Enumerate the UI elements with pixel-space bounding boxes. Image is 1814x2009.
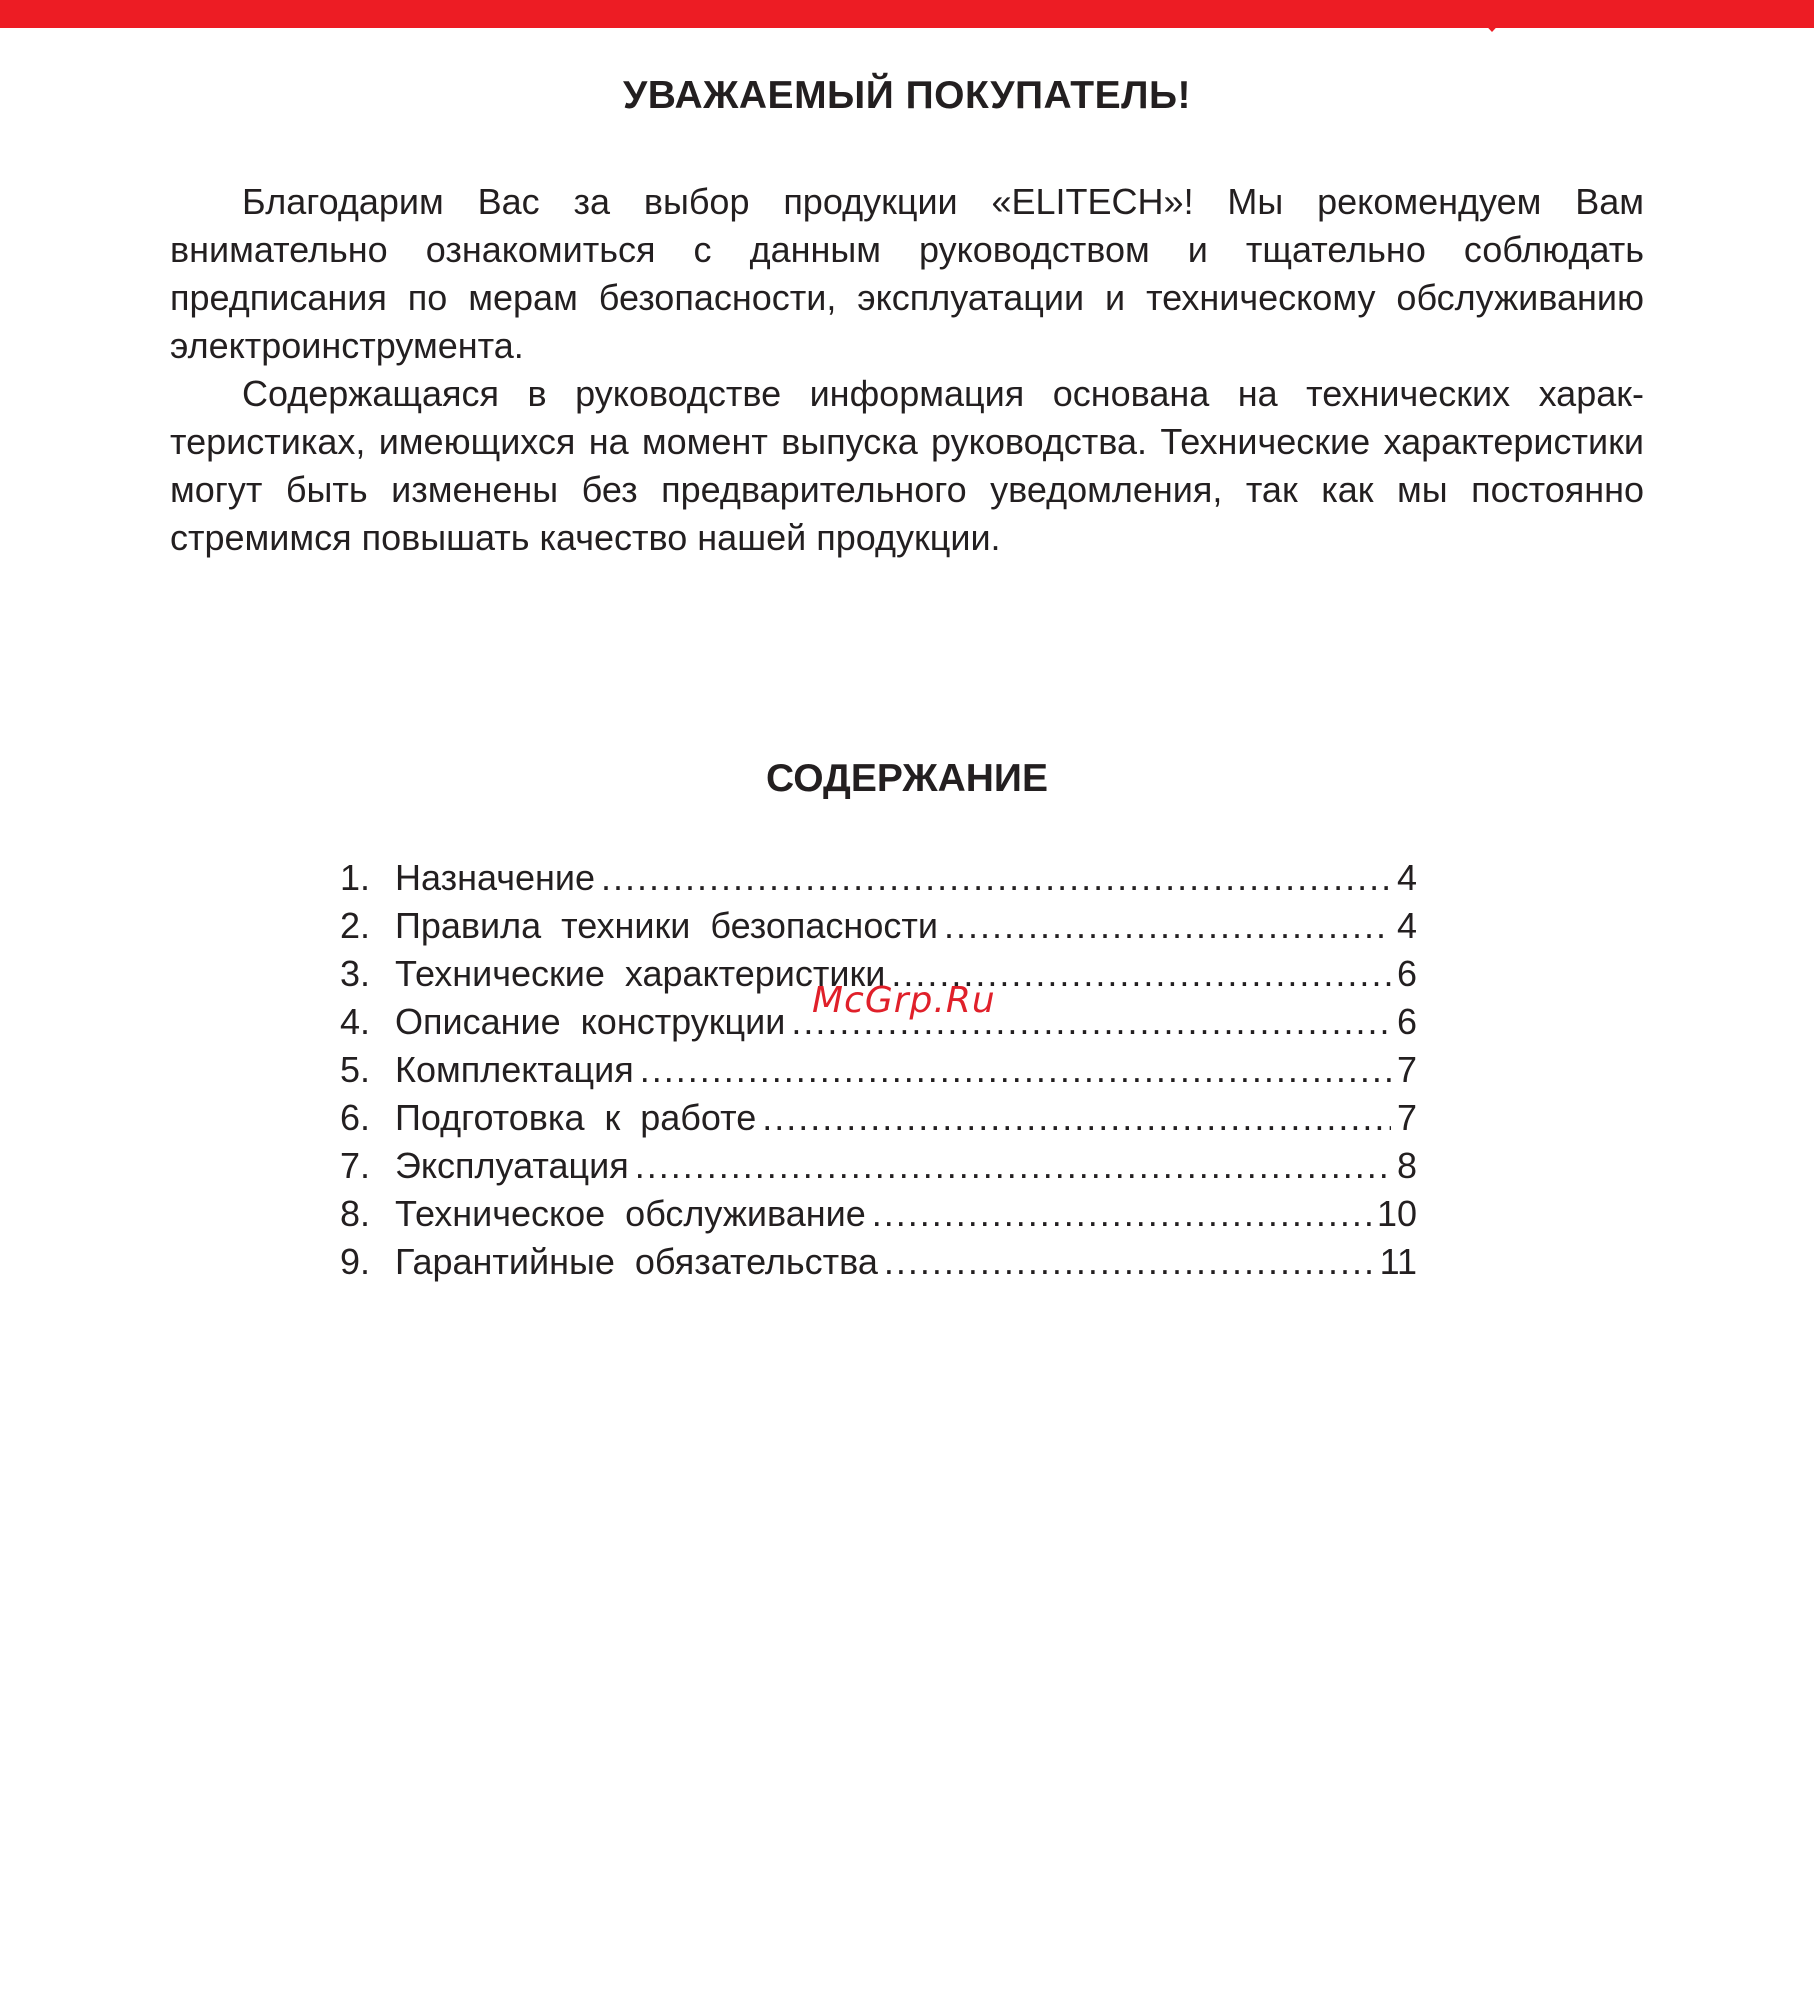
toc-item-page: 4 (1396, 905, 1417, 946)
toc-item-label: Техническое обслуживание (395, 1193, 866, 1234)
toc-item-label: Гарантийные обязательства (395, 1241, 878, 1282)
toc-item-number: 4. (340, 1001, 371, 1042)
toc-item-label: Эксплуатация (395, 1145, 629, 1186)
top-red-bar (0, 0, 1814, 28)
toc-item-label: Технические характеристики (395, 953, 886, 994)
toc-item[interactable] (340, 1142, 1417, 1190)
greeting-title: УВАЖАЕМЫЙ ПОКУПАТЕЛЬ! (623, 74, 1191, 117)
toc-item-page: 10 (1376, 1193, 1417, 1234)
toc-item[interactable] (340, 902, 1417, 950)
toc-item-number: 9. (340, 1241, 371, 1282)
toc-item-label: Назначение (395, 857, 596, 898)
toc-item-number: 7. (340, 1145, 371, 1186)
toc-item-label: Комплектация (395, 1049, 634, 1090)
toc-leader-dots (635, 1142, 1391, 1190)
toc-item-label: Подготовка к работе (395, 1097, 757, 1138)
toc-item[interactable] (340, 1190, 1417, 1238)
toc-leader-dots (872, 1190, 1371, 1238)
toc-item-label: Правила техники безопасности (395, 905, 938, 946)
toc-leader-dots (944, 902, 1391, 950)
toc-item-number: 2. (340, 905, 371, 946)
toc-item[interactable] (340, 1094, 1417, 1142)
intro-paragraph: Содержащаяся в руководстве информация основана на технических характеристиках, имеющихся на момент выпуска руководства. Технические характеристики могут быть изменены без предварительного уведомления, так как мы постоянно стремимся повышать качество нашей продукции. (170, 373, 1644, 558)
watermark: McGrp.Ru (812, 980, 996, 1021)
toc-item-page: 11 (1379, 1241, 1417, 1282)
toc-item[interactable] (340, 1238, 1417, 1286)
toc-item-page: 8 (1396, 1145, 1417, 1186)
toc-item-number: 3. (340, 953, 371, 994)
toc-item-number: 1. (340, 857, 371, 898)
top-notch-triangle-icon (1462, 0, 1522, 60)
intro-paragraph: Благодарим Вас за выбор продукции «ELITECH»! Мы рекомендуем Вам внимательно ознакомиться с данным руководством и тщательно соблюдать предписания по мерам безопасности, эксплуатации и техническому обслуживанию электроинструмента. (170, 181, 1644, 366)
table-of-contents (340, 854, 1417, 1286)
toc-leader-dots (762, 1094, 1391, 1142)
toc-item-page: 6 (1396, 953, 1417, 994)
toc-leader-dots (601, 854, 1391, 902)
toc-item-page: 4 (1396, 857, 1417, 898)
toc-item-page: 7 (1396, 1097, 1417, 1138)
intro-text (170, 178, 1644, 562)
toc-item[interactable] (340, 1046, 1417, 1094)
toc-item[interactable] (340, 854, 1417, 902)
toc-leader-dots (640, 1046, 1391, 1094)
contents-title: СОДЕРЖАНИЕ (766, 757, 1048, 800)
toc-item-number: 8. (340, 1193, 371, 1234)
toc-item-page: 6 (1396, 1001, 1417, 1042)
toc-item-label: Описание конструкции (395, 1001, 786, 1042)
toc-item-page: 7 (1396, 1049, 1417, 1090)
toc-item-number: 6. (340, 1097, 371, 1138)
toc-item-number: 5. (340, 1049, 371, 1090)
toc-leader-dots (884, 1238, 1374, 1286)
